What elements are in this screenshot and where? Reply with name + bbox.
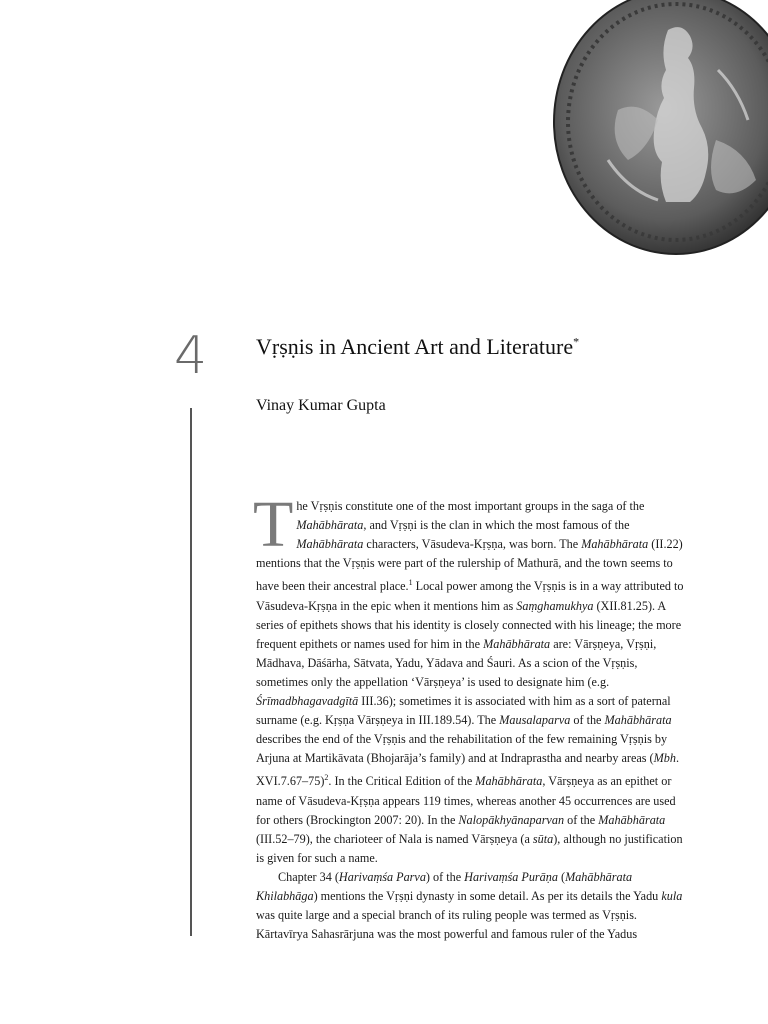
italic-term: Mbh — [653, 751, 676, 766]
italic-term: Mahābhārata — [296, 518, 364, 533]
paragraph-1-text — [256, 499, 683, 865]
text-run: describes the end of the Vṛṣṇis and the rehabilitation of the few remaining Vṛṣṇis by Arjuna at Martikāvata (Bhojarāja’s family) and at Indraprastha and nearby areas ( — [256, 732, 668, 766]
italic-term: sūta — [532, 831, 554, 846]
italic-term: Harivaṃśa Purāṇa — [464, 869, 558, 884]
paragraph-2 — [256, 868, 688, 944]
chapter-title-footnote-mark: * — [573, 334, 580, 349]
text-run: are: Vārṣṇeya, Vṛṣṇi, Mādhava, Dāśārha, Sātvata, Yadu, Yādava and Śauri. As a scion of the Vṛṣṇis, sometimes only the appellation ‘Vārṣṇeya’ is used to designate him (e.g. — [256, 636, 657, 689]
coin-illustration — [548, 0, 768, 262]
text-run: . XVI.7.67–75) — [256, 751, 680, 789]
footnote-ref: 1 — [408, 578, 413, 588]
text-run: ) mentions the Vṛṣṇi dynasty in some detail. As per its details the Yadu — [313, 889, 662, 903]
italic-term: Mahābhārata Khilabhāga — [256, 869, 633, 903]
italic-term: Mahābhārata — [483, 636, 551, 651]
italic-term: Saṃghamukhya — [516, 598, 594, 613]
italic-term: Mahābhārata — [581, 537, 649, 552]
text-run: . In the Critical Edition of the — [328, 774, 476, 789]
footnote-ref: 2 — [324, 773, 329, 783]
drop-cap: T — [253, 488, 294, 561]
text-run: of the — [570, 713, 605, 728]
text-run: III.36); sometimes it is associated with him as a sort of paternal surname (e.g. Kṛṣṇa Vārṣṇeya in III.189.54). The — [256, 694, 671, 728]
italic-term: Mahābhārata — [296, 537, 364, 552]
chapter-title-text: Vṛṣṇis in Ancient Art and Literature — [256, 334, 574, 359]
text-run: was quite large and a special branch of its ruling people was termed as Vṛṣṇis. Kārtavīrya Sahasrārjuna was the most powerful and famous ruler of the Yadus — [256, 908, 638, 942]
italic-term: Mausalaparva — [499, 713, 571, 728]
text-run: Local power among the Vṛṣṇis is in a way attributed to Vāsudeva-Kṛṣṇa in the epic when it mentions him as — [256, 579, 684, 613]
italic-term: Mahābhārata — [604, 713, 672, 728]
body-text — [253, 488, 688, 944]
text-run: (XII.81.25). A series of epithets shows that his identity is closely connected with his lineage; the more frequent epithets or names used for him in the — [256, 598, 682, 651]
text-run: he Vṛṣṇis constitute one of the most important groups in the saga of the — [296, 499, 645, 513]
text-run: (II.22) mentions that the Vṛṣṇis were part of the rulership of Mathurā, and the town seems to have been their ancestral place. — [256, 537, 683, 594]
chapter-title — [256, 334, 579, 360]
text-run: , Vārṣṇeya as an epithet or name of Vāsudeva-Kṛṣṇa appears 119 times, whereas another 45 occurrences are used for others (Brockington 2007: 20). In the — [256, 774, 676, 827]
vertical-rule — [190, 408, 192, 936]
chapter-number: 4 — [174, 326, 208, 386]
italic-term: Harivaṃśa Parva — [338, 869, 426, 884]
italic-term: kula — [661, 889, 683, 903]
italic-term: Śrīmadbhagavadgītā — [256, 694, 359, 708]
italic-term: Mahābhārata — [598, 812, 666, 827]
author-name: Vinay Kumar Gupta — [256, 397, 386, 414]
text-run: ), although no justification is given for such a name. — [256, 831, 683, 865]
italic-term: Mahābhārata — [475, 774, 543, 789]
text-run: (III.52–79), the charioteer of Nala is named Vārṣṇeya (a — [256, 831, 533, 846]
text-run: of the — [564, 812, 599, 827]
text-run: characters, Vāsudeva-Kṛṣṇa, was born. The — [363, 537, 582, 552]
text-run: ( — [557, 869, 566, 884]
text-run: Chapter 34 ( — [278, 869, 339, 884]
italic-term: Nalopākhyānaparvan — [458, 812, 565, 827]
text-run: , and Vṛṣṇi is the clan in which the most famous of the — [363, 518, 630, 533]
text-run: ) of the — [425, 869, 465, 884]
paragraph-1 — [253, 488, 688, 868]
